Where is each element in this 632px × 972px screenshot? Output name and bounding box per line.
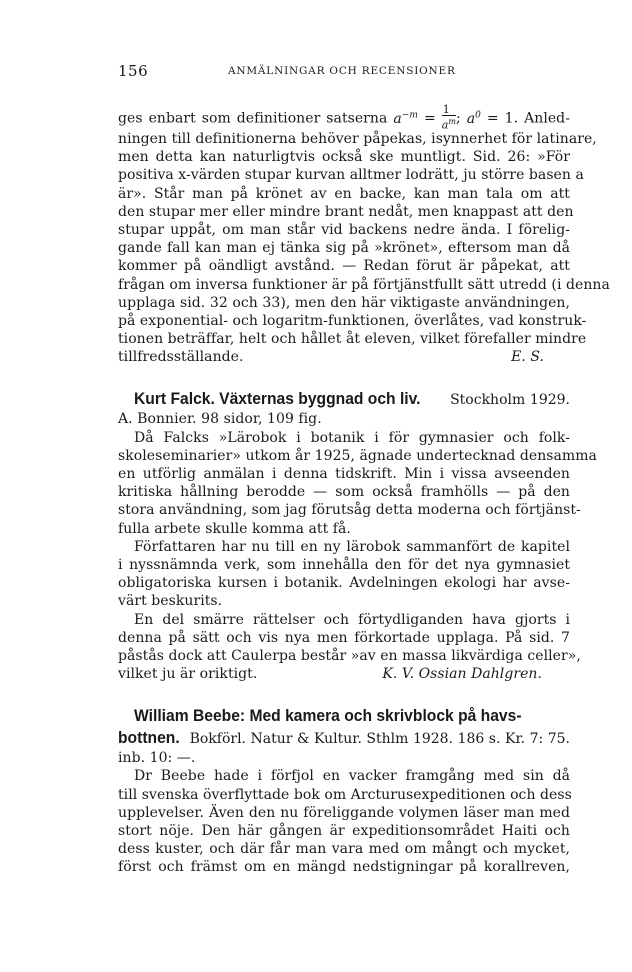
- text-line-last: [118, 665, 570, 683]
- review2-pub-line: A. Bonnier. 98 sidor, 109 fig.: [118, 411, 322, 428]
- text-line: den stupar mer eller mindre brant nedåt, men knappast att den: [118, 203, 574, 220]
- text-line: gande fall kan man ej tänka sig på »krönet», eftersom man då: [118, 240, 570, 257]
- math-var: a: [393, 110, 402, 127]
- math-expression: [467, 111, 481, 127]
- text-line-last: fulla arbete skulle komma att få.: [118, 520, 351, 537]
- text-line: men detta kan naturligtvis också ske muntligt. Sid. 26: »För: [118, 149, 570, 166]
- text-line: till svenska överflyttade bok om Arcturusexpeditionen och dess: [118, 786, 572, 803]
- fraction-numerator: 1: [442, 104, 456, 116]
- text-line: obligatoriska kursen i botanik. Avdelningen ekologi har avse-: [118, 575, 570, 592]
- math-var: a: [441, 118, 449, 132]
- text-line-last: värt beskurits.: [118, 593, 223, 610]
- math-var: a: [466, 110, 476, 127]
- text-span: vilket ju är oriktigt.: [118, 666, 258, 683]
- page-header: [118, 62, 568, 82]
- review2-pub-info: Stockholm 1929.: [445, 392, 570, 409]
- math-exponent: m: [448, 117, 456, 127]
- text-span: ges enbart som definitioner satserna: [118, 110, 394, 127]
- review3-title-end: bottnen.: [118, 728, 180, 748]
- review2-heading: [118, 388, 570, 410]
- text-line: är». Står man på krönet av en backe, kan man tala om att: [118, 185, 570, 202]
- review2-title: Kurt Falck. Växternas byggnad och liv.: [134, 389, 421, 409]
- text-line: stora användning, som jag förutsåg detta moderna och förtjänst-: [118, 502, 581, 519]
- text-line: en utförlig anmälan i denna tidskrift. Min i vissa avseenden: [118, 466, 570, 482]
- running-title: ANMÄLNINGAR OCH RECENSIONER: [228, 65, 456, 77]
- text-line: Då Falcks »Lärobok i botanik i för gymnasier och folk-: [134, 429, 570, 446]
- math-equals: =: [417, 110, 442, 127]
- text-line: frågan om inversa funktioner är på förtjänstfullt sätt utredd (i denna: [118, 276, 610, 293]
- text-line: först och främst om en mängd nedstigningar på korallreven,: [118, 859, 570, 876]
- fraction-denominator: [442, 116, 456, 131]
- text-line: Författaren har nu till en ny lärobok sammanfört de kapitel: [134, 538, 570, 555]
- page-body: [118, 100, 610, 877]
- review3-title: William Beebe: Med kamera och skrivblock på havs-: [134, 706, 522, 726]
- review1-signature: E. S.: [511, 349, 544, 366]
- text-line: kritiska hållning berodde — som också framhölls — på den: [118, 484, 570, 501]
- review3-heading: [118, 705, 570, 727]
- section-gap: [118, 366, 570, 388]
- text-line: stupar uppåt, om man står vid backens nedre ända. I förelig-: [118, 221, 570, 238]
- page-number: 156: [118, 62, 149, 80]
- review3-pub-info: Bokförl. Natur & Kultur. Sthlm 1928. 186 s. Kr. 7: 75.: [185, 731, 570, 748]
- section-gap: [118, 683, 570, 705]
- text-line-last: [118, 348, 570, 366]
- text-span: tillfredsställande.: [118, 349, 244, 366]
- text-line: i nyssnämnda verk, som innehålla den för det nya gymnasiet: [118, 556, 570, 573]
- math-exponent: 0: [475, 110, 481, 120]
- math-fraction: [442, 104, 456, 131]
- text-line: denna på sätt och vis nya men förkortade upplaga. På sid. 7: [118, 629, 570, 646]
- review1-first-line: [118, 100, 570, 130]
- text-line: på exponential- och logaritm-funktionen, överlåtes, vad konstruk-: [118, 312, 587, 329]
- text-span: ;: [455, 110, 467, 127]
- text-line: upplaga sid. 32 och 33), men den här viktigaste användningen,: [118, 294, 570, 311]
- math-expression: [393, 111, 418, 127]
- text-line: En del smärre rättelser och förtydliganden hava gjorts i: [134, 611, 570, 628]
- text-span: = 1. Anled-: [480, 110, 570, 127]
- review2-signature: K. V. Ossian Dahlgren.: [382, 666, 542, 683]
- text-line: ningen till definitionerna behöver påpekas, isynnerhet för latinare,: [118, 131, 597, 147]
- text-line: stort nöje. Den här gången är expeditionsområdet Haiti och: [118, 823, 570, 839]
- text-line: kommer på oändligt avstånd. — Redan förut är påpekat, att: [118, 258, 570, 275]
- review3-price: inb. 10: —.: [118, 750, 196, 767]
- text-line: dess kuster, och där får man vara med om mångt och mycket,: [118, 841, 570, 858]
- text-line: Dr Beebe hade i förfjol en vacker framgång med sin då: [134, 768, 570, 785]
- text-line: påstås dock att Caulerpa består »av en massa likvärdiga celler»,: [118, 647, 581, 664]
- text-line: upplevelser. Även den nu föreliggande volymen läser man med: [118, 804, 570, 821]
- math-exponent: −m: [401, 110, 418, 120]
- text-line: tionen beträffar, helt och hållet åt eleven, vilket förefaller mindre: [118, 331, 587, 348]
- review3-heading-line2: [118, 727, 570, 749]
- text-line: positiva x-värden stupar kurvan alltmer lodrätt, ju större basen a: [118, 167, 584, 184]
- text-line: skoleseminarier» utkom år 1925, ägnade undertecknad densamma: [118, 447, 597, 464]
